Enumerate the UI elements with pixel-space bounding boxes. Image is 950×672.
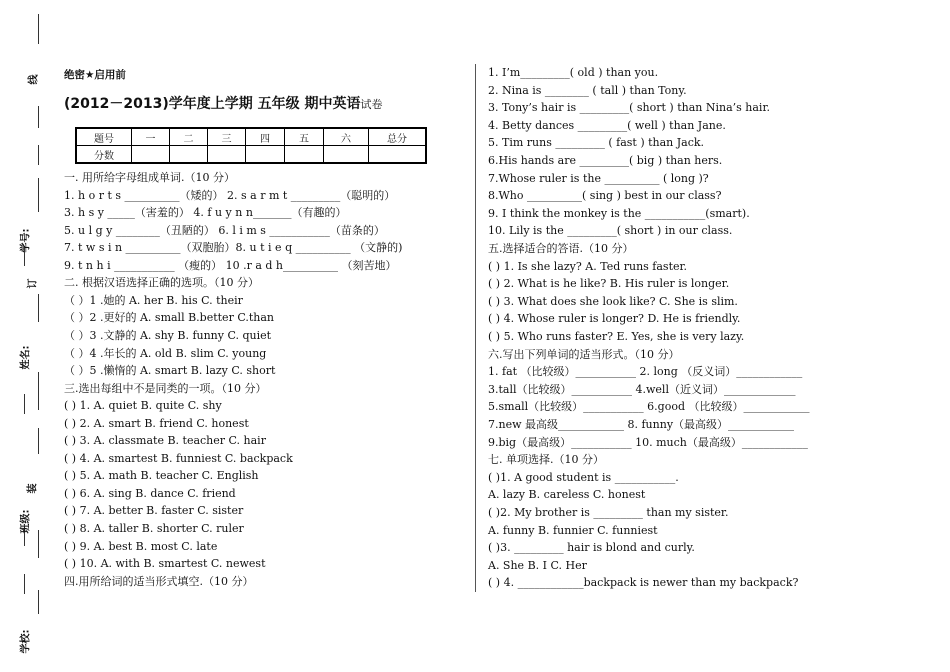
left-question-line: 3. h s y _____（害羞的） 4. f u y n n_______（有趣的） xyxy=(64,206,347,220)
binding-line xyxy=(38,530,39,558)
exam-title-suffix: 试卷 xyxy=(360,98,383,111)
left-question-line: 5. u l g y ________（丑陋的） 6. l i m s ___________（苗条的） xyxy=(64,223,385,237)
left-question-line: 7. t w s i n __________（双胞胎）8. u t i e q __________ （文静的) xyxy=(64,241,403,255)
binding-label-pack: 装 xyxy=(27,483,39,494)
binding-label-name: 姓名: xyxy=(20,345,32,370)
score-table-row xyxy=(76,146,426,164)
right-question-line: 9. I think the monkey is the ___________(smart). xyxy=(488,206,750,220)
score-header-cell: 题号 xyxy=(76,128,132,146)
right-question-line: 七. 单项选择.（10 分） xyxy=(488,453,604,467)
left-question-line: ( ) 10. A. with B. smartest C. newest xyxy=(64,557,266,571)
left-question-line: ( ) 6. A. sing B. dance C. friend xyxy=(64,486,236,500)
score-cell[interactable] xyxy=(170,146,208,164)
left-question-line: ( ) 2. A. smart B. friend C. honest xyxy=(64,416,249,430)
score-header-cell: 总分 xyxy=(369,128,427,146)
left-question-line: 二. 根据汉语选择正确的选项。（10 分） xyxy=(64,276,259,290)
score-header-cell: 一 xyxy=(132,128,170,146)
binding-label-line: 线 xyxy=(28,74,40,85)
binding-line xyxy=(38,145,39,165)
right-question-line: 2. Nina is ________ ( tall ) than Tony. xyxy=(488,83,687,97)
right-question-line: 9.big（最高级）___________ 10. much（最高级）____________ xyxy=(488,435,808,449)
score-header-cell: 三 xyxy=(208,128,246,146)
left-question-line: ( ) 5. A. math B. teacher C. English xyxy=(64,469,259,483)
right-question-line: ( ) 2. What is he like? B. His ruler is longer. xyxy=(488,277,730,291)
right-question-line: ( ) 1. Is she lazy? A. Ted runs faster. xyxy=(488,259,688,273)
binding-label-bind: 订 xyxy=(27,278,39,289)
right-question-line: 5. Tim runs _________ ( fast ) than Jack. xyxy=(488,136,705,150)
right-question-line: 6.His hands are _________( big ) than hers. xyxy=(488,154,723,167)
score-cell[interactable] xyxy=(208,146,246,164)
binding-label-class: 班级: xyxy=(20,509,32,534)
right-question-line: A. funny B. funnier C. funniest xyxy=(488,523,658,537)
score-row-label: 分数 xyxy=(76,146,132,164)
score-header-cell: 六 xyxy=(324,128,369,146)
exam-title-main: (2012－2013)学年度上学期 五年级 期中英语 xyxy=(64,96,361,112)
right-question-line: 3. Tony’s hair is _________( short ) than Nina’s hair. xyxy=(488,101,770,115)
binding-line xyxy=(38,178,39,212)
binding-line xyxy=(38,14,39,44)
right-question-line: 3.tall（比较级）___________ 4.well（近义词）_____________ xyxy=(488,382,796,396)
score-header-cell: 二 xyxy=(170,128,208,146)
left-question-line: ( ) 9. A. best B. most C. late xyxy=(64,539,218,553)
score-cell[interactable] xyxy=(324,146,369,164)
left-question-line: ( ) 3. A. classmate B. teacher C. hair xyxy=(64,434,266,448)
binding-underline xyxy=(24,574,25,594)
score-cell[interactable] xyxy=(132,146,170,164)
right-question-line: 1. fat （比较级）___________ 2. long （反义词）____________ xyxy=(488,365,803,379)
right-question-line: A. She B. I C. Her xyxy=(488,558,587,572)
score-header-cell: 五 xyxy=(285,128,324,146)
binding-underline xyxy=(24,394,25,414)
right-question-line: ( ) 4. Whose ruler is longer? D. He is friendly. xyxy=(488,312,741,326)
binding-line xyxy=(38,428,39,454)
right-question-line: 五.选择适合的答语.（10 分） xyxy=(488,242,634,255)
right-question-line: 7.new 最高级____________ 8. funny（最高级）____________ xyxy=(488,418,795,431)
exam-title xyxy=(64,93,382,113)
binding-line xyxy=(38,590,39,614)
left-question-line: （ ）4 .年长的 A. old B. slim C. young xyxy=(64,346,267,360)
right-question-line: A. lazy B. careless C. honest xyxy=(488,488,646,502)
right-question-line: 7.Whose ruler is the __________ ( long )? xyxy=(488,171,709,185)
right-question-line: ( )1. A good student is ___________. xyxy=(488,470,679,484)
left-question-line: （ ）2 .更好的 A. small B.better C.than xyxy=(64,311,274,325)
left-question-line: ( ) 7. A. better B. faster C. sister xyxy=(64,504,244,518)
left-question-line: 三.选出每组中不是同类的一项。（10 分） xyxy=(64,381,267,395)
score-cell[interactable] xyxy=(285,146,324,164)
binding-label-school: 学校: xyxy=(20,629,32,654)
left-question-line: （ ）1 .她的 A. her B. his C. their xyxy=(64,293,243,307)
right-question-line: 5.small（比较级）___________ 6.good （比较级）____________ xyxy=(488,400,810,414)
right-question-line: ( ) 5. Who runs faster? E. Yes, she is very lazy. xyxy=(488,330,745,343)
right-question-line: 1. I’m_________( old ) than you. xyxy=(488,66,659,79)
left-question-line: 四.用所给词的适当形式填空.（10 分） xyxy=(64,574,254,588)
right-question-line: ( ) 4. ____________backpack is newer than my backpack? xyxy=(488,576,799,590)
binding-line xyxy=(38,294,39,322)
left-question-line: （ ）3 .文静的 A. shy B. funny C. quiet xyxy=(64,328,272,342)
left-question-line: 1. h o r t s __________（矮的） 2. s a r m t _________（聪明的） xyxy=(64,188,396,202)
score-cell[interactable] xyxy=(246,146,285,164)
left-question-line: ( ) 1. A. quiet B. quite C. shy xyxy=(64,399,222,413)
right-question-line: 六.写出下列单词的适当形式。（10 分） xyxy=(488,347,680,361)
right-question-line: ( )3. _________ hair is blond and curly. xyxy=(488,541,695,555)
binding-line xyxy=(38,106,39,128)
left-question-line: ( ) 8. A. taller B. shorter C. ruler xyxy=(64,522,244,535)
right-question-line: 10. Lily is the _________( short ) in our class. xyxy=(488,224,733,238)
left-question-line: （ ）5 .懒惰的 A. smart B. lazy C. short xyxy=(64,364,276,378)
right-question-line: ( )2. My brother is _________ than my sister. xyxy=(488,506,729,519)
secret-label: 绝密★启用前 xyxy=(64,69,126,81)
left-question-line: 一. 用所给字母组成单词.（10 分） xyxy=(64,171,235,184)
right-question-line: 4. Betty dances _________( well ) than Jane. xyxy=(488,118,726,132)
left-question-line: 9. t n h i ___________ （瘦的） 10 .r a d h__________ （刻苦地） xyxy=(64,258,397,272)
score-header-cell: 四 xyxy=(246,128,285,146)
score-table-header-row xyxy=(76,128,426,146)
score-table xyxy=(75,127,427,164)
score-cell[interactable] xyxy=(369,146,427,164)
binding-line xyxy=(38,372,39,410)
right-question-line: 8.Who __________( sing ) best in our class? xyxy=(488,189,722,203)
binding-label-student-id: 学号: xyxy=(20,228,32,253)
right-question-line: ( ) 3. What does she look like? C. She is slim. xyxy=(488,294,738,308)
column-divider xyxy=(475,64,476,592)
left-question-line: ( ) 4. A. smartest B. funniest C. backpack xyxy=(64,451,293,465)
